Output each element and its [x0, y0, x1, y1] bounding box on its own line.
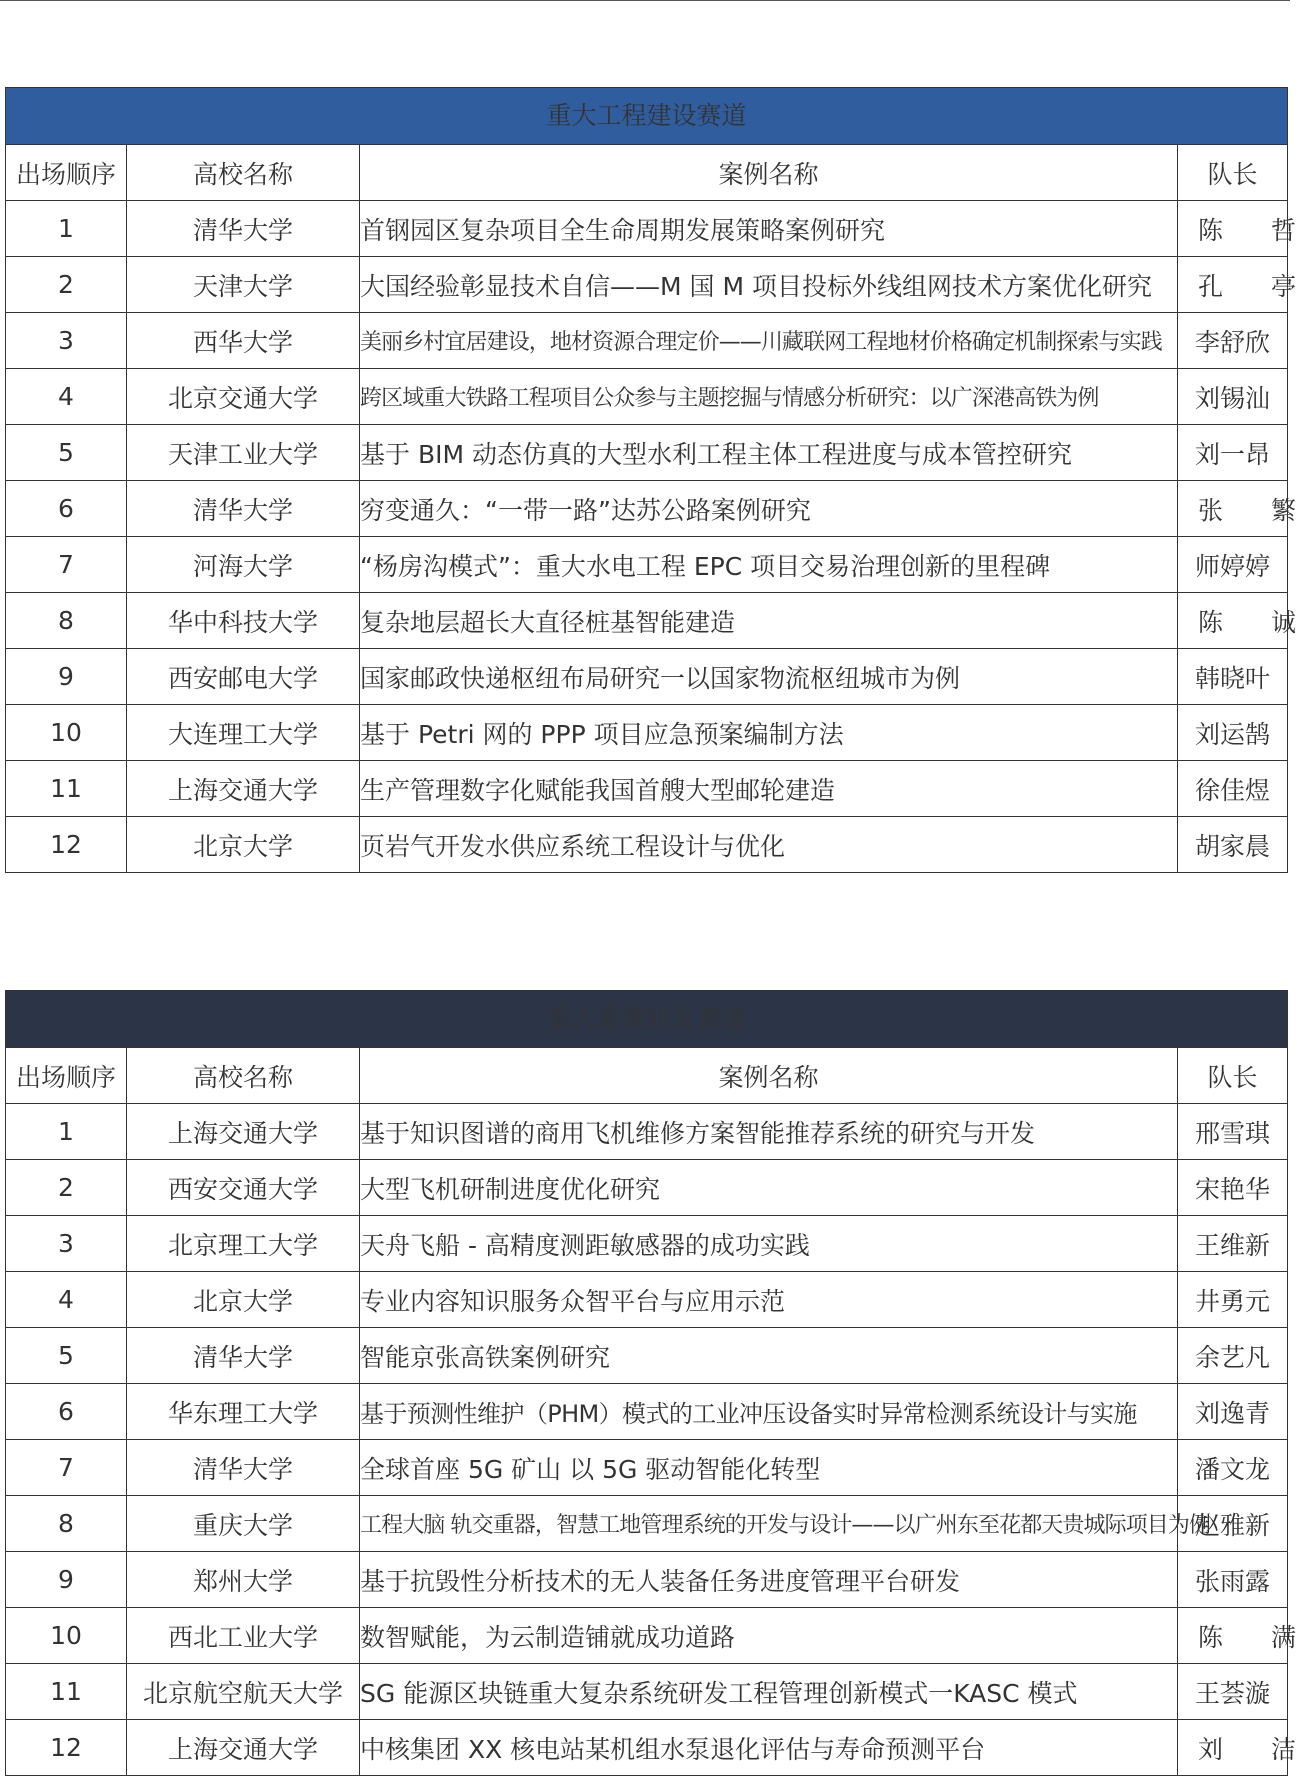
cell-order: 9 [6, 649, 127, 705]
cell-leader: 宋艳华 [1178, 1160, 1288, 1216]
cell-case-name: 天舟飞船 - 高精度测距敏感器的成功实践 [360, 1216, 1178, 1272]
col-header-school: 高校名称 [127, 1048, 360, 1104]
cell-order: 8 [6, 1496, 127, 1552]
table-row [6, 705, 1288, 761]
cell-leader: 邢雪琪 [1178, 1104, 1288, 1160]
cell-order: 6 [6, 1384, 127, 1440]
cell-order: 4 [6, 1272, 127, 1328]
cell-school: 天津工业大学 [127, 425, 360, 481]
col-header-order: 出场顺序 [6, 145, 127, 201]
cell-leader: 刘逸青 [1178, 1384, 1288, 1440]
cell-school: 郑州大学 [127, 1552, 360, 1608]
col-header-leader: 队长 [1178, 145, 1288, 201]
table-row [6, 369, 1288, 425]
cell-case-name: 数智赋能，为云制造铺就成功道路 [360, 1608, 1178, 1664]
cell-leader: 井勇元 [1178, 1272, 1288, 1328]
cell-leader: 刘运鹄 [1178, 705, 1288, 761]
table-row [6, 313, 1288, 369]
cell-school: 西北工业大学 [127, 1608, 360, 1664]
table-row [6, 1720, 1288, 1776]
cell-leader: 师婷婷 [1178, 537, 1288, 593]
cell-case-name: 基于预测性维护（PHM）模式的工业冲压设备实时异常检测系统设计与实施 [360, 1384, 1178, 1440]
track-table-systems [5, 990, 1316, 1776]
col-header-leader: 队长 [1178, 1048, 1288, 1104]
top-rule [0, 0, 1290, 1]
cell-leader: 刘一昂 [1178, 425, 1288, 481]
cell-school: 北京交通大学 [127, 369, 360, 425]
cell-leader: 胡家晨 [1178, 817, 1288, 873]
cell-leader: 余艺凡 [1178, 1328, 1288, 1384]
cell-school: 西安邮电大学 [127, 649, 360, 705]
cell-case-name: 全球首座 5G 矿山 以 5G 驱动智能化转型 [360, 1440, 1178, 1496]
cell-case-name: 页岩气开发水供应系统工程设计与优化 [360, 817, 1178, 873]
table-row [6, 817, 1288, 873]
cell-order: 10 [6, 705, 127, 761]
cell-order: 10 [6, 1608, 127, 1664]
table-row [6, 537, 1288, 593]
cell-school: 北京航空航天大学 [127, 1664, 360, 1720]
track-title: 重大系统研发赛道 [6, 991, 1288, 1048]
cell-school: 上海交通大学 [127, 761, 360, 817]
cell-case-name: 基于抗毁性分析技术的无人装备任务进度管理平台研发 [360, 1552, 1178, 1608]
cell-order: 8 [6, 593, 127, 649]
cell-case-name: 智能京张高铁案例研究 [360, 1328, 1178, 1384]
cell-order: 3 [6, 313, 127, 369]
cell-school: 北京大学 [127, 1272, 360, 1328]
cell-school: 清华大学 [127, 1328, 360, 1384]
cell-order: 2 [6, 1160, 127, 1216]
cell-order: 12 [6, 1720, 127, 1776]
cell-order: 9 [6, 1552, 127, 1608]
cell-case-name: “杨房沟模式”：重大水电工程 EPC 项目交易治理创新的里程碑 [360, 537, 1178, 593]
cell-school: 清华大学 [127, 1440, 360, 1496]
cell-leader: 张雨露 [1178, 1552, 1288, 1608]
schedule-table [5, 990, 1316, 1776]
cell-school: 北京理工大学 [127, 1216, 360, 1272]
table-row [6, 1384, 1288, 1440]
table-row [6, 1440, 1288, 1496]
cell-case-name: 基于 BIM 动态仿真的大型水利工程主体工程进度与成本管控研究 [360, 425, 1178, 481]
cell-case-name: 美丽乡村宜居建设，地材资源合理定价——川藏联网工程地材价格确定机制探索与实践 [360, 313, 1178, 369]
cell-leader: 陈 哲 [1178, 201, 1288, 257]
col-header-order: 出场顺序 [6, 1048, 127, 1104]
track-title: 重大工程建设赛道 [6, 88, 1288, 145]
table-row [6, 201, 1288, 257]
cell-leader: 刘锡汕 [1178, 369, 1288, 425]
cell-case-name: 生产管理数字化赋能我国首艘大型邮轮建造 [360, 761, 1178, 817]
cell-leader: 陈 诚 [1178, 593, 1288, 649]
cell-leader: 韩晓叶 [1178, 649, 1288, 705]
col-header-case: 案例名称 [360, 1048, 1178, 1104]
cell-case-name: 中核集团 XX 核电站某机组水泵退化评估与寿命预测平台 [360, 1720, 1178, 1776]
cell-leader: 徐佳煜 [1178, 761, 1288, 817]
cell-school: 西安交通大学 [127, 1160, 360, 1216]
header-row [6, 1048, 1288, 1104]
header-row [6, 145, 1288, 201]
cell-case-name: 专业内容知识服务众智平台与应用示范 [360, 1272, 1178, 1328]
cell-leader: 张 繁 [1178, 481, 1288, 537]
cell-school: 北京大学 [127, 817, 360, 873]
cell-leader: 赵雅新 [1178, 1496, 1288, 1552]
table-row [6, 481, 1288, 537]
cell-order: 12 [6, 817, 127, 873]
cell-school: 西华大学 [127, 313, 360, 369]
table-row [6, 425, 1288, 481]
table-row [6, 1272, 1288, 1328]
cell-order: 6 [6, 481, 127, 537]
table-row [6, 257, 1288, 313]
cell-order: 11 [6, 761, 127, 817]
cell-leader: 潘文龙 [1178, 1440, 1288, 1496]
cell-school: 华中科技大学 [127, 593, 360, 649]
table-row [6, 1552, 1288, 1608]
cell-school: 华东理工大学 [127, 1384, 360, 1440]
cell-school: 清华大学 [127, 201, 360, 257]
table-row [6, 1496, 1288, 1552]
cell-order: 4 [6, 369, 127, 425]
table-row [6, 1216, 1288, 1272]
cell-order: 1 [6, 1104, 127, 1160]
cell-case-name: 跨区域重大铁路工程项目公众参与主题挖掘与情感分析研究：以广深港高铁为例 [360, 369, 1178, 425]
cell-leader: 陈 满 [1178, 1608, 1288, 1664]
cell-case-name: 大型飞机研制进度优化研究 [360, 1160, 1178, 1216]
cell-case-name: 大国经验彰显技术自信——M 国 M 项目投标外线组网技术方案优化研究 [360, 257, 1178, 313]
cell-case-name: 首钢园区复杂项目全生命周期发展策略案例研究 [360, 201, 1178, 257]
cell-school: 上海交通大学 [127, 1720, 360, 1776]
table-row [6, 1328, 1288, 1384]
cell-school: 天津大学 [127, 257, 360, 313]
cell-case-name: SG 能源区块链重大复杂系统研发工程管理创新模式一KASC 模式 [360, 1664, 1178, 1720]
cell-order: 7 [6, 1440, 127, 1496]
table-row [6, 649, 1288, 705]
cell-school: 重庆大学 [127, 1496, 360, 1552]
cell-case-name: 工程大脑 轨交重器，智慧工地管理系统的开发与设计——以广州东至花都天贵城际项目为例 [360, 1496, 1178, 1552]
cell-case-name: 穷变通久：“一带一路”达苏公路案例研究 [360, 481, 1178, 537]
table-row [6, 1104, 1288, 1160]
cell-order: 3 [6, 1216, 127, 1272]
cell-school: 上海交通大学 [127, 1104, 360, 1160]
cell-order: 2 [6, 257, 127, 313]
table-row [6, 1160, 1288, 1216]
cell-order: 7 [6, 537, 127, 593]
col-header-school: 高校名称 [127, 145, 360, 201]
cell-school: 大连理工大学 [127, 705, 360, 761]
cell-leader: 孔 亭 [1178, 257, 1288, 313]
cell-school: 河海大学 [127, 537, 360, 593]
cell-case-name: 国家邮政快递枢纽布局研究一以国家物流枢纽城市为例 [360, 649, 1178, 705]
table-row [6, 761, 1288, 817]
cell-leader: 王维新 [1178, 1216, 1288, 1272]
table-row [6, 1664, 1288, 1720]
cell-order: 11 [6, 1664, 127, 1720]
table-body [6, 201, 1316, 873]
cell-order: 5 [6, 1328, 127, 1384]
cell-leader: 李舒欣 [1178, 313, 1288, 369]
table-row [6, 1608, 1288, 1664]
track-table-engineering [5, 87, 1316, 873]
cell-case-name: 基于 Petri 网的 PPP 项目应急预案编制方法 [360, 705, 1178, 761]
cell-leader: 王荟漩 [1178, 1664, 1288, 1720]
cell-order: 5 [6, 425, 127, 481]
col-header-case: 案例名称 [360, 145, 1178, 201]
cell-case-name: 基于知识图谱的商用飞机维修方案智能推荐系统的研究与开发 [360, 1104, 1178, 1160]
table-row [6, 593, 1288, 649]
cell-school: 清华大学 [127, 481, 360, 537]
schedule-table [5, 87, 1316, 873]
cell-leader: 刘 洁 [1178, 1720, 1288, 1776]
cell-case-name: 复杂地层超长大直径桩基智能建造 [360, 593, 1178, 649]
table-body [6, 1104, 1316, 1776]
cell-order: 1 [6, 201, 127, 257]
